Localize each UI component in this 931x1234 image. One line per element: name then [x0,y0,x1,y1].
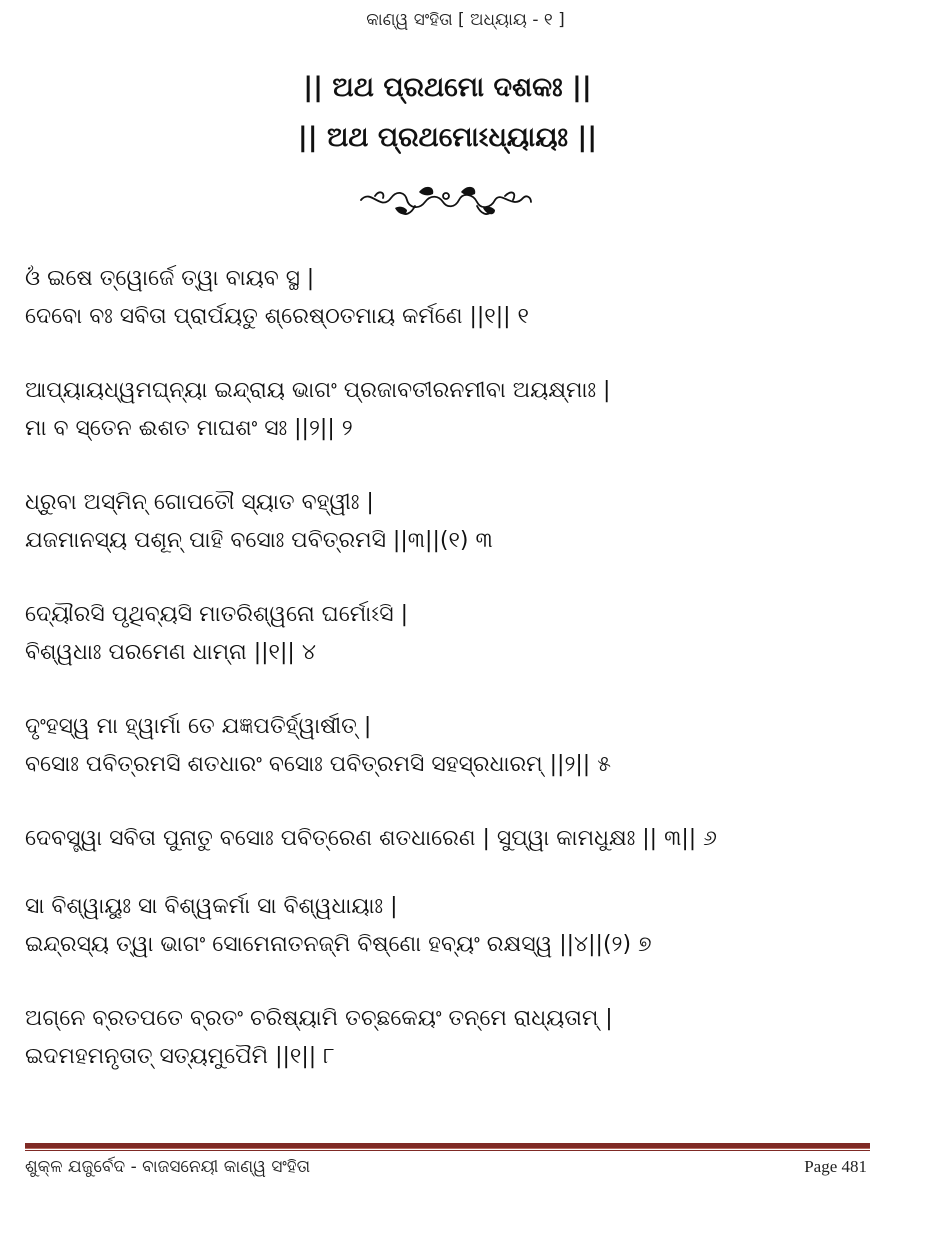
verse-line: ଦୃଂହସ୍ୱ ମା ହ୍ୱାର୍ମା ତେ ଯଜ୍ଞପତିର୍ହ୍ୱାର୍ଷୀତ୍ | [25,714,372,739]
section-title: || ଅଥ ପ୍ରଥମୋ ଦଶକଃ || [303,72,592,103]
verse-line: ଇନ୍ଦ୍ରସ୍ୟ ତ୍ୱା ଭାଗଂ ସୋମେନାତନଜ୍ମି ବିଷ୍ଣୋ ହବ୍ୟଂ ରକ୍ଷସ୍ୱ ||୪||(୨) ୭ [25,932,652,957]
verse-line: ଧ୍ରୁବା ଅସ୍ମିନ୍ ଗୋପତୌ ସ୍ୟାତ ବହ୍ୱୀଃ | [25,490,374,515]
verse-line: ଦେବସ୍ତ୍ୱା ସବିତା ପୁନାତୁ ବସୋଃ ପବିତ୍ରେଣ ଶତଧାରେଣ | ସୁପ୍ୱା କାମଧୁକ୍ଷଃ || ୩|| ୬ [25,826,717,851]
verse-4 [25,596,905,672]
verse-line: ଅଗ୍ନେ ବ୍ରତପତେ ବ୍ରତଂ ଚରିଷ୍ୟାମି ତଚ୍ଛକେୟଂ ତନ୍ମେ ରାଧ୍ୟତାମ୍ | [25,1006,613,1031]
footer-book-title: ଶୁକ୍ଳ ଯଜୁର୍ବେଦ - ବାଜସନେୟୀ କାଣ୍ୱ ସଂହିତା [25,1157,311,1177]
verse-5 [25,708,905,784]
verse-line: ସା ବିଶ୍ୱାୟୁଃ ସା ବିଶ୍ୱକର୍ମା ସା ବିଶ୍ୱଧାୟାଃ | [25,894,398,919]
verse-line: ଯଜମାନସ୍ୟ ପଶୂନ୍ ପାହି ବସୋଃ ପବିତ୍ରମସି ||୩||(୧) ୩ [25,528,493,553]
verse-2 [25,372,905,448]
verse-line: ମା ବ ସ୍ତେନ ଈଶତ ମାଘଶଂ ସଃ ||୨|| ୨ [25,416,353,441]
verse-8 [25,1000,905,1076]
verse-line: ଓଁ ଇଷେ ତ୍ୱୋର୍ଜେ ତ୍ୱା ବାୟବ ସ୍ଥ | [25,266,315,291]
verse-line: ଦେବୋ ବଃ ସବିତା ପ୍ରାର୍ପୟତୁ ଶ୍ରେଷ୍ଠତମାୟ କର୍ମଣେ ||୧|| ୧ [25,304,530,329]
verse-line: ଆପ୍ୟାୟଧ୍ୱମଘ୍ନ୍ୟା ଇନ୍ଦ୍ରାୟ ଭାଗଂ ପ୍ରଜାବତୀରନମୀବା ଅୟକ୍ଷ୍ମାଃ | [25,378,611,403]
verse-3 [25,484,905,560]
running-header: କାଣ୍ୱ ସଂହିତା [ ଅଧ୍ୟାୟ - ୧ ] [366,10,565,30]
verse-line: ବସୋଃ ପବିତ୍ରମସି ଶତଧାରଂ ବସୋଃ ପବିତ୍ରମସି ସହସ୍ରଧାରମ୍ ||୨|| ୫ [25,752,611,777]
page-number: Page 481 [804,1157,867,1176]
verse-1 [25,260,905,336]
floral-divider-icon [355,180,537,220]
chapter-title: || ଅଥ ପ୍ରଥମୋଽଧ୍ୟାୟଃ || [297,122,598,153]
verse-7 [25,888,905,964]
verse-line: ଦ୍ୟୌରସି ପୃଥିବ୍ୟସି ମାତରିଶ୍ୱନୋ ଘର୍ମୋଽସି | [25,602,409,627]
verse-line: ଇଦମହମନୃତାତ୍ ସତ୍ୟମୁପୈମି ||୧|| ୮ [25,1044,335,1069]
verse-6 [25,820,905,858]
footer-divider [25,1143,870,1149]
verse-line: ବିଶ୍ୱଧାଃ ପରମେଣ ଧାମ୍ନା ||୧|| ୪ [25,640,316,665]
